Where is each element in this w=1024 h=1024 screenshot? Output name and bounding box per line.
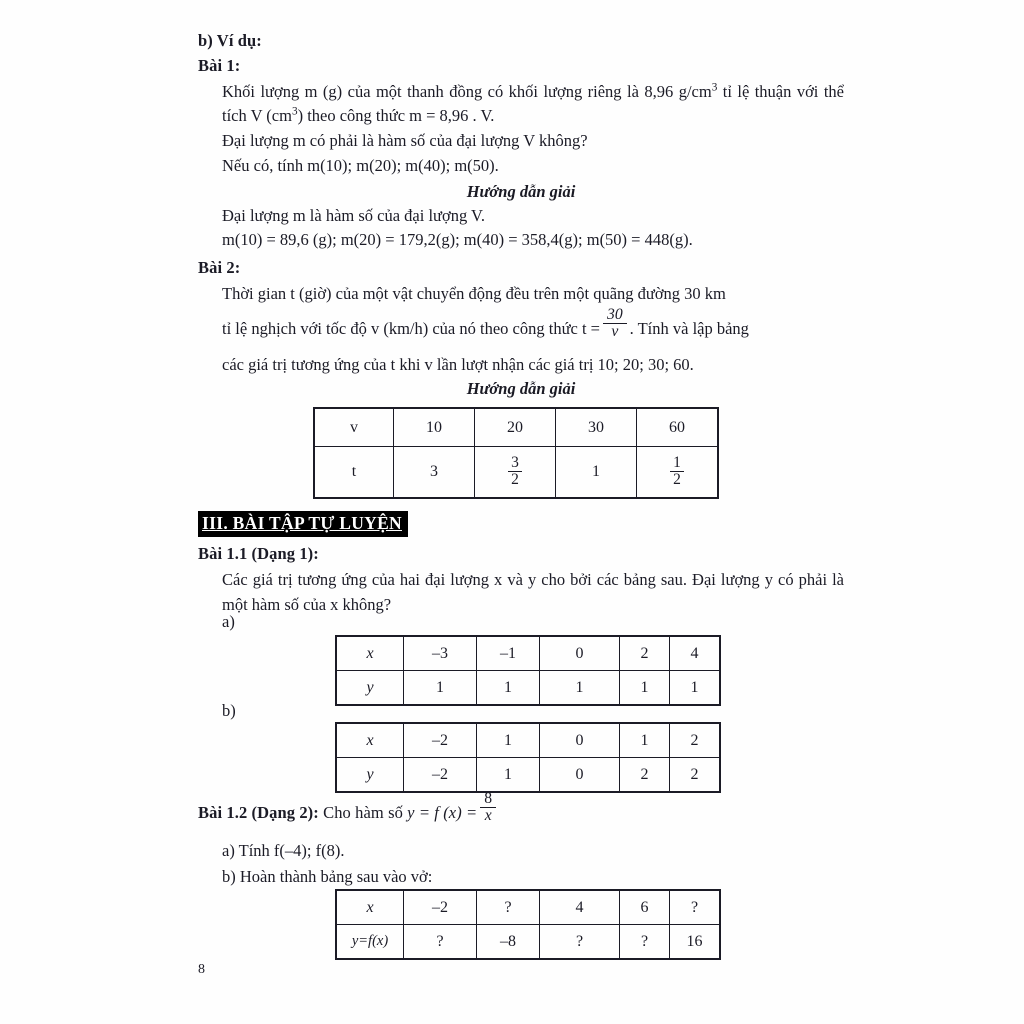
fraction-8-over-x (480, 791, 496, 825)
table-vt-cell: 10 (394, 408, 475, 447)
table-f-cell: ? (404, 925, 477, 960)
table-a-cell: 1 (620, 671, 670, 706)
bai2-statement-2b: . Tính và lập bảng (629, 318, 749, 338)
section-iii-heading (198, 511, 408, 537)
bai12-item-a: a) Tính f(–4); f(8). (222, 840, 345, 860)
table-f-cell: ? (477, 890, 540, 925)
table-a-row-label: x (336, 636, 404, 671)
table-f-row-label: x (336, 890, 404, 925)
section-b-heading: b) Ví dụ: (198, 31, 262, 50)
table-b-cell: 0 (540, 723, 620, 758)
bai1-statement-3: Nếu có, tính m(10); m(20); m(40); m(50). (222, 155, 499, 175)
bai2-statement-2 (198, 305, 844, 347)
cm3-superscript-2: 3 (291, 105, 298, 118)
bai12-text-before: Cho hàm số (318, 802, 408, 822)
fraction-1-over-2 (670, 455, 684, 488)
table-f-cell: 6 (620, 890, 670, 925)
table-f-cell: 16 (670, 925, 721, 960)
table-vt-cell-fraction (637, 447, 719, 499)
section-iii-band-wrapper (198, 511, 844, 537)
bai12-line (198, 789, 844, 831)
table-b-row-label: x (336, 723, 404, 758)
table-f-cell: ? (670, 890, 721, 925)
huong-dan-giai-2: Hướng dẫn giải (466, 379, 576, 399)
table-b-cell: –2 (404, 758, 477, 793)
table-b-cell: 0 (540, 758, 620, 793)
table-v-t (313, 407, 719, 499)
table-vt-cell: 3 (394, 447, 475, 499)
bai12-label: Bài 1.2 (Dạng 2): (198, 802, 319, 822)
exercise-label-a: a) (222, 612, 235, 631)
bai12-formula-left: y = f (x) = (407, 802, 478, 822)
table-vt-cell: 20 (475, 408, 556, 447)
table-b-cell: 2 (670, 758, 721, 793)
table-f-row-label: y=f(x) (336, 925, 404, 960)
page-number: 8 (198, 962, 205, 977)
fraction-denominator: 2 (670, 471, 684, 488)
table-f-cell: –8 (477, 925, 540, 960)
bai1-solution-1: Đại lượng m là hàm số của đại lượng V. (222, 205, 485, 225)
fraction-3-over-2 (508, 455, 522, 488)
table-a-cell: 1 (477, 671, 540, 706)
table-b-cell: –2 (404, 723, 477, 758)
bai11-label: Bài 1.1 (Dạng 1): (198, 544, 319, 564)
fraction-numerator: 8 (484, 789, 493, 807)
table-row (314, 447, 718, 499)
table-row (314, 408, 718, 447)
table-b-cell: 2 (670, 723, 721, 758)
fraction-denominator: x (480, 807, 496, 824)
table-exercise-fx (335, 889, 721, 960)
fraction-numerator: 1 (673, 454, 681, 472)
table-row (336, 671, 720, 706)
bai11-statement: Các giá trị tương ứng của hai đại lượng x và y cho bởi các bảng sau. Đại lượng y có phải là một hàm số của x không? (222, 570, 844, 614)
bai2-label: Bài 2: (198, 258, 241, 278)
table-row (336, 925, 720, 960)
table-exercise-b (335, 722, 721, 793)
table-vt-row-label: t (314, 447, 394, 499)
bai1-solution-2: m(10) = 89,6 (g); m(20) = 179,2(g); m(40) = 358,4(g); m(50) = 448(g). (222, 230, 693, 250)
huong-dan-giai-1: Hướng dẫn giải (466, 181, 576, 201)
table-a-cell: 2 (620, 636, 670, 671)
bai2-statement-2a: tỉ lệ nghịch với tốc độ v (km/h) của nó theo công thức t = (222, 318, 600, 338)
table-b-row-label: y (336, 758, 404, 793)
bai1-statement-1-tail: ) theo công thức m = 8,96 . V. (297, 106, 495, 126)
table-f-cell: –2 (404, 890, 477, 925)
table-b-cell: 1 (477, 723, 540, 758)
table-row (336, 758, 720, 793)
exercise-label-b: b) (222, 701, 236, 720)
bai1-statement-1-text: Khối lượng m (g) của một thanh đồng có khối lượng riêng là 8,96 g/cm (222, 81, 712, 101)
table-vt-cell-fraction (475, 447, 556, 499)
table-a-cell: 1 (404, 671, 477, 706)
section-iii-heading-text: III. BÀI TẬP TỰ LUYỆN (202, 513, 402, 534)
table-vt-row-label: v (314, 408, 394, 447)
fraction-denominator: 2 (508, 471, 522, 488)
table-a-cell: –1 (477, 636, 540, 671)
table-a-cell: 1 (670, 671, 721, 706)
table-vt-cell: 30 (556, 408, 637, 447)
bai1-statement-2: Đại lượng m có phải là hàm số của đại lượng V không? (222, 131, 588, 151)
fraction-denominator: v (603, 323, 627, 340)
bai2-statement-1: Thời gian t (giờ) của một vật chuyển động đều trên một quãng đường 30 km (222, 283, 726, 303)
table-a-row-label: y (336, 671, 404, 706)
table-row (336, 636, 720, 671)
table-b-cell: 1 (620, 723, 670, 758)
table-a-cell: –3 (404, 636, 477, 671)
table-row (336, 890, 720, 925)
table-b-cell: 2 (620, 758, 670, 793)
table-exercise-a (335, 635, 721, 706)
fraction-30-over-v (603, 307, 627, 341)
fraction-numerator: 30 (606, 305, 623, 323)
table-a-cell: 1 (540, 671, 620, 706)
table-row (336, 723, 720, 758)
table-f-cell: ? (620, 925, 670, 960)
table-b-cell: 1 (477, 758, 540, 793)
bai1-statement-1-mid: tỉ lệ thuận với thể tích V (cm (222, 81, 844, 126)
table-a-cell: 4 (670, 636, 721, 671)
table-f-cell: ? (540, 925, 620, 960)
bai2-statement-3: các giá trị tương ứng của t khi v lần lượt nhận các giá trị 10; 20; 30; 60. (222, 354, 694, 374)
cm3-superscript-1: 3 (711, 81, 718, 94)
fraction-numerator: 3 (511, 454, 519, 472)
table-vt-cell: 1 (556, 447, 637, 499)
table-a-cell: 0 (540, 636, 620, 671)
bai1-statement-1 (198, 80, 844, 130)
bai12-item-b: b) Hoàn thành bảng sau vào vở: (222, 867, 433, 887)
table-f-cell: 4 (540, 890, 620, 925)
table-vt-cell: 60 (637, 408, 719, 447)
bai1-label: Bài 1: (198, 55, 241, 75)
